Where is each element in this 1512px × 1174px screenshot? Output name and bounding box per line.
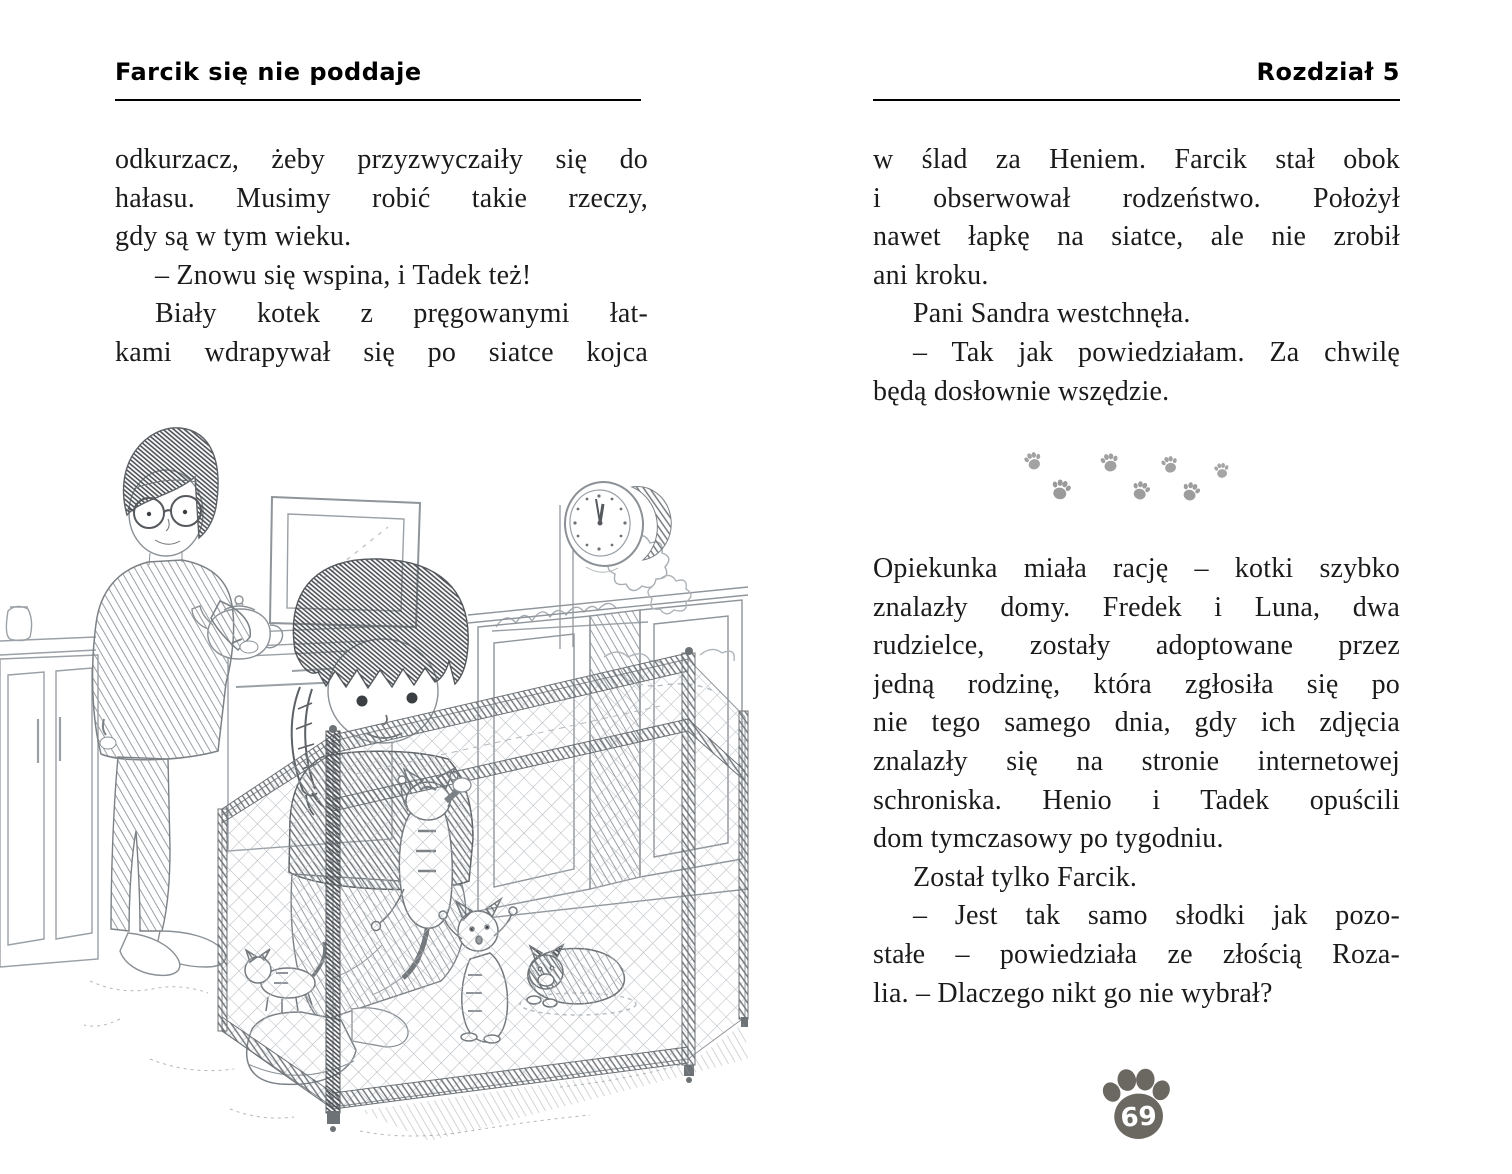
text-line: znalazły domy. Fredek i Luna, dwa xyxy=(873,591,1400,623)
wall-clock xyxy=(561,478,671,572)
page-number: 69 xyxy=(1119,1101,1158,1134)
text-line: Opiekunka miała rację – kotki szybko xyxy=(873,553,1400,584)
text-line: hałasu. Musimy robić takie rzeczy, xyxy=(115,182,648,214)
text-line: schroniska. Henio i Tadek opuścili xyxy=(873,784,1400,816)
right-head-rule xyxy=(873,99,1400,101)
text-line: będą dosłownie wszędzie. xyxy=(873,375,1170,407)
text-line: – Jest tak samo słodki jak pozo- xyxy=(913,900,1400,932)
text-line: nawet łapkę na siatce, ale nie zrobił xyxy=(873,221,1400,253)
paw-print-icon xyxy=(1096,449,1123,476)
text-line: lia. – Dlaczego nikt go nie wybrał? xyxy=(873,977,1273,1009)
text-line: – Znowu się wspina, i Tadek też! xyxy=(155,259,532,291)
text-line: i obserwował rodzeństwo. Położył xyxy=(873,182,1400,214)
text-line: jedną rodzinę, która zgłosiła się po xyxy=(873,668,1400,700)
paw-print-icon xyxy=(1157,452,1182,477)
text-line: rudzielce, zostały adoptowane przez xyxy=(873,630,1400,662)
left-running-head: Farcik się nie poddaje xyxy=(115,58,422,86)
page-number-badge xyxy=(1091,1058,1181,1148)
paw-print-icon xyxy=(1126,476,1154,504)
paw-print-icon xyxy=(1176,477,1205,506)
text-line: Biały kotek z pręgowanymi łat- xyxy=(155,298,648,330)
text-line: stałe – powiedziała ze złością Roza- xyxy=(873,938,1400,970)
text-line: w ślad za Heniem. Farcik stał obok xyxy=(873,144,1400,175)
right-running-head: Rozdział 5 xyxy=(1256,58,1400,86)
left-text-column xyxy=(115,141,648,373)
text-line: Pani Sandra westchnęła. xyxy=(913,298,1191,330)
right-text-column-bottom xyxy=(873,550,1400,1013)
left-head-rule xyxy=(115,99,641,101)
text-line: dom tymczasowy po tygodniu. xyxy=(873,823,1224,855)
text-line: – Tak jak powiedziałam. Za chwilę xyxy=(913,336,1400,368)
playpen xyxy=(218,647,748,1132)
text-line: kami wdrapywał się po siatce kojca xyxy=(115,336,648,368)
text-line: odkurzacz, żeby przyzwyczaiły się do xyxy=(115,144,648,175)
illustration-kittens-playpen xyxy=(0,419,750,1169)
paw-print-icon xyxy=(1045,474,1075,504)
text-line: gdy są w tym wieku. xyxy=(115,221,352,253)
right-text-column-top xyxy=(873,141,1400,411)
paw-print-icon xyxy=(1211,460,1232,481)
text-line: znalazły się na stronie internetowej xyxy=(873,745,1400,777)
paw-icon xyxy=(1091,1058,1181,1148)
text-line: Został tylko Farcik. xyxy=(913,861,1138,893)
paw-prints-divider xyxy=(1010,444,1240,514)
text-line: ani kroku. xyxy=(873,259,989,291)
text-line: nie tego samego dnia, gdy ich zdjęcia xyxy=(873,707,1400,739)
paw-print-icon xyxy=(1019,447,1047,475)
